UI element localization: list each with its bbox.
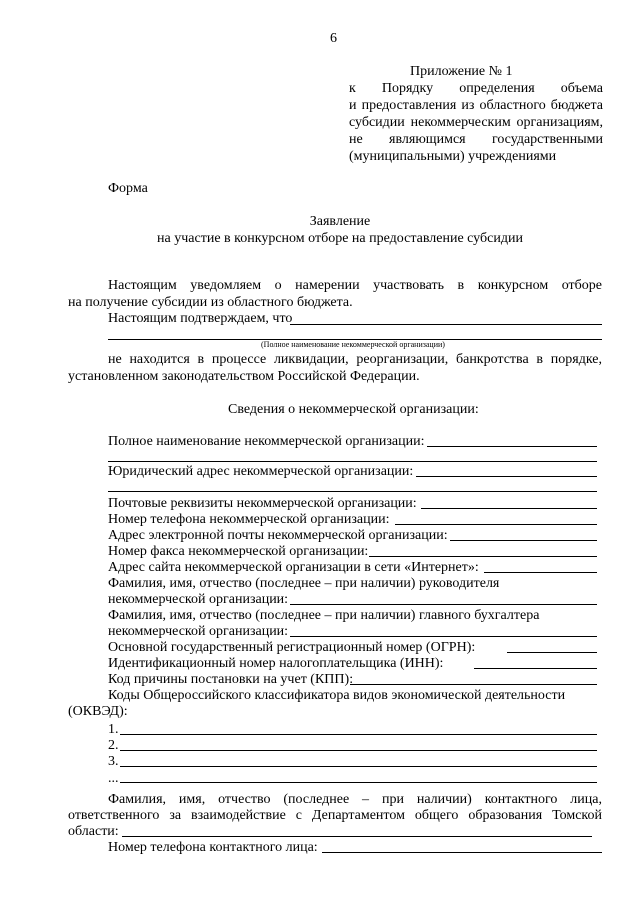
field-label-email: Адрес электронной почты некоммерческой организации: <box>108 528 448 543</box>
field-label-contact-3: области: <box>68 824 119 839</box>
document-heading: Заявление <box>309 214 371 229</box>
website-field-line[interactable] <box>484 572 597 573</box>
field-label-kpp: Код причины постановки на учет (КПП): <box>108 672 354 687</box>
field-label-fax: Номер факса некоммерческой организации: <box>108 544 369 559</box>
legal-address-field-line-1[interactable] <box>416 476 597 477</box>
inn-field-line[interactable] <box>474 668 597 669</box>
appendix-line-2: и предоставления из областного бюджета <box>349 98 603 113</box>
acc-fio-field-line[interactable] <box>290 636 597 637</box>
field-label-legal-address: Юридический адрес некоммерческой организации: <box>108 464 414 479</box>
field-label-postal: Почтовые реквизиты некоммерческой организации: <box>108 496 417 511</box>
contact-phone-field-line[interactable] <box>322 852 602 853</box>
field-label-okved-1: Коды Общероссийского классификатора видов экономической деятельности <box>108 688 566 703</box>
okved-item-number-3: 3. <box>108 754 119 769</box>
field-label-head-fio-1: Фамилия, имя, отчество (последнее – при наличии) руководителя <box>108 576 500 591</box>
kpp-field-line[interactable] <box>350 684 597 685</box>
okved-item-line-1[interactable] <box>120 734 597 735</box>
okved-item-ellipsis: ... <box>108 771 119 786</box>
field-label-acc-fio-2: некоммерческой организации: <box>108 624 289 639</box>
legal-address-field-line-2[interactable] <box>108 491 597 492</box>
full-name-field-line-1[interactable] <box>427 446 597 447</box>
intro-line-4: не находится в процессе ликвидации, реорганизации, банкротства в порядке, <box>108 352 602 367</box>
intro-line-2: на получение субсидии из областного бюджета. <box>68 295 353 310</box>
section-title: Сведения о некоммерческой организации: <box>228 402 479 417</box>
intro-line-3: Настоящим подтверждаем, что <box>108 311 293 326</box>
appendix-line-3: субсидии некоммерческим организациям, <box>349 115 603 130</box>
field-label-website: Адрес сайта некоммерческой организации в сети «Интернет»: <box>108 560 479 575</box>
okved-item-line-2[interactable] <box>120 750 597 751</box>
contact-field-line[interactable] <box>122 836 592 837</box>
page-number: 6 <box>330 31 337 46</box>
org-name-field-line-1[interactable] <box>290 324 602 325</box>
okved-item-number-2: 2. <box>108 738 119 753</box>
appendix-line-5: (муниципальными) учреждениями <box>349 149 557 164</box>
appendix-title: Приложение № 1 <box>410 64 513 79</box>
field-label-acc-fio-1: Фамилия, имя, отчество (последнее – при наличии) главного бухгалтера <box>108 608 540 623</box>
head-fio-field-line[interactable] <box>290 604 597 605</box>
intro-line-5: установленном законодательством Российской Федерации. <box>68 369 420 384</box>
okved-item-line-3[interactable] <box>120 766 597 767</box>
org-name-caption: (Полное наименование некоммерческой организации) <box>261 340 445 349</box>
field-label-contact-2: ответственного за взаимодействие с Департаментом общего образования Томской <box>68 808 602 823</box>
field-label-contact-1: Фамилия, имя, отчество (последнее – при наличии) контактного лица, <box>108 792 602 807</box>
full-name-field-line-2[interactable] <box>108 461 597 462</box>
appendix-line-1: к Порядку определения объема <box>349 81 603 96</box>
postal-field-line[interactable] <box>421 508 597 509</box>
form-label: Форма <box>108 181 148 196</box>
okved-item-number-1: 1. <box>108 722 119 737</box>
phone-field-line[interactable] <box>395 524 597 525</box>
field-label-ogrn: Основной государственный регистрационный номер (ОГРН): <box>108 640 476 655</box>
intro-line-1: Настоящим уведомляем о намерении участвовать в конкурсном отборе <box>108 278 602 293</box>
field-label-phone: Номер телефона некоммерческой организации: <box>108 512 390 527</box>
field-label-inn: Идентификационный номер налогоплательщика (ИНН): <box>108 656 444 671</box>
field-label-contact-phone: Номер телефона контактного лица: <box>108 840 318 855</box>
email-field-line[interactable] <box>450 540 597 541</box>
appendix-line-4: не являющимся государственными <box>349 132 603 147</box>
field-label-head-fio-2: некоммерческой организации: <box>108 592 289 607</box>
field-label-full-name: Полное наименование некоммерческой организации: <box>108 434 425 449</box>
ogrn-field-line[interactable] <box>507 652 597 653</box>
field-label-okved-2: (ОКВЭД): <box>68 704 128 719</box>
fax-field-line[interactable] <box>369 556 597 557</box>
document-subheading: на участие в конкурсном отборе на предоставление субсидии <box>157 231 523 246</box>
okved-item-line-4[interactable] <box>120 782 597 783</box>
